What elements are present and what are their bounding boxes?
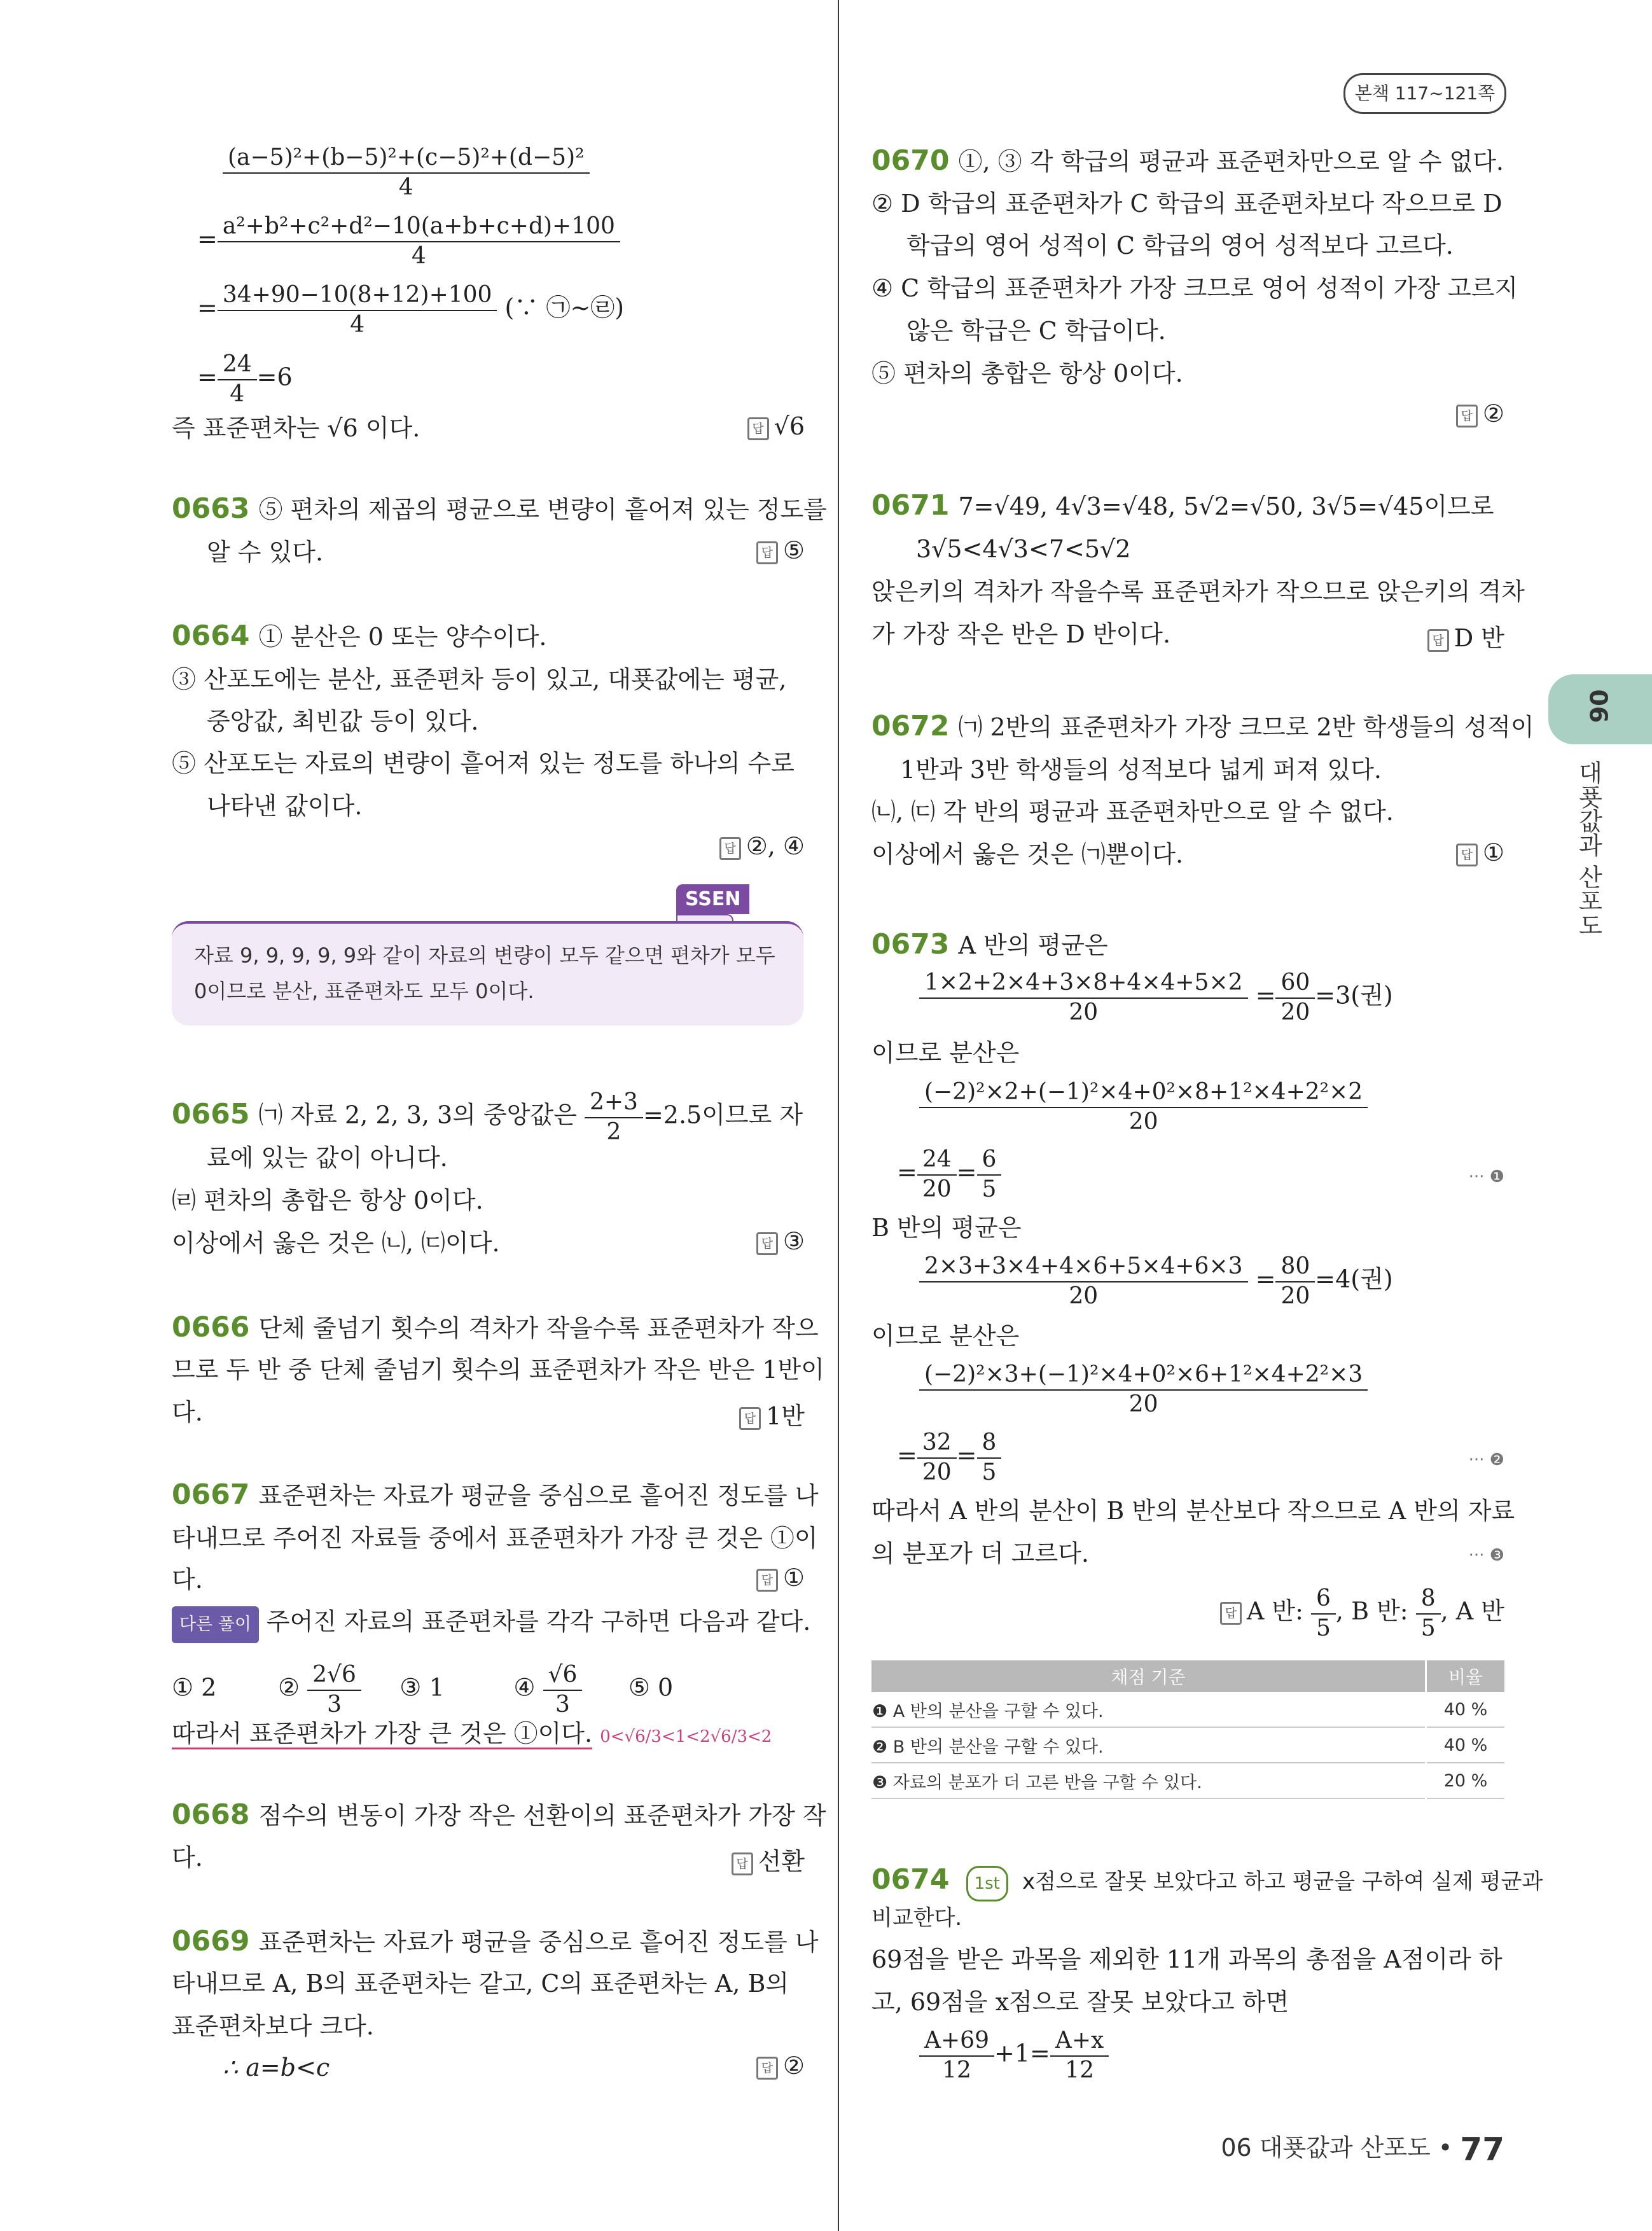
q0673-a-mean: $\frac{1\times 2+2\times 4+3\times 8+4\times 4+5\times 2}{20}$ = $\frac{60}{20}$ =3(권): [919, 968, 1393, 1027]
q0664-line2: ③ 산포도에는 분산, 표준편차 등이 있고, 대푯값에는 평균,: [172, 665, 787, 693]
column-divider: [838, 0, 839, 2231]
q0673-var1-label: 이므로 분산은: [871, 1039, 1020, 1067]
answer-0673: 답 A 반: $\frac{6}{5}$ , B 반: $\frac{8}{5}$ , A 반: [1220, 1584, 1504, 1643]
q0674-line3: 69점을 받은 과목을 제외한 11개 과목의 총점을 A점이라 하: [871, 1945, 1503, 1973]
page-reference-pill: 본책 117~121쪽: [1343, 73, 1506, 114]
answer-0670: 답 ②: [1456, 400, 1504, 427]
ssen-badge: SSEN: [676, 884, 805, 952]
grading-table: [871, 1660, 1504, 1799]
q0669-line1: 0669 표준편차는 자료가 평균을 중심으로 흩어진 정도를 나: [172, 1925, 819, 1957]
q0663-line1: 0663 ⑤ 편차의 제곱의 평균으로 변량이 흩어져 있는 정도를: [172, 492, 827, 525]
page-footer: 06 대푯값과 산포도 • 77: [1221, 2130, 1504, 2168]
calc-line1: $\frac{\text{(a−5)²+(b−5)²+(c−5)²+(d−5)²}}{4}$: [223, 143, 590, 202]
q0667-line1: 0667 표준편차는 자료가 평균을 중심으로 흩어진 정도를 나: [172, 1478, 819, 1511]
q0664-line4: ⑤ 산포도는 자료의 변량이 흩어져 있는 정도를 하나의 수로: [172, 749, 795, 777]
marker-2: ··· ❷: [1468, 1450, 1504, 1470]
q0674-line2: 비교한다.: [871, 1905, 962, 1931]
q0671-line2: 3√5<4√3<7<5√2: [916, 535, 1131, 563]
q0664-line1: 0664 ① 분산은 0 또는 양수이다.: [172, 620, 547, 652]
q0670-line3: 학급의 영어 성적이 C 학급의 영어 성적보다 고르다.: [906, 232, 1454, 260]
q0665-line1: 0665 ㈀ 자료 2, 2, 3, 3의 중앙값은 $\frac{2+3}{2}$ =2.5이므로 자: [172, 1089, 803, 1145]
calc-line3: = $\frac{34+90-10(8+12)+100}{4}$ (∵ ㉠~㉣): [197, 282, 625, 338]
table-row: ❶ A 반의 분산을 구할 수 있다. 40 %: [871, 1692, 1504, 1727]
q0668-line1: 0668 점수의 변동이 가장 작은 선환이의 표준편차가 가장 작: [172, 1798, 826, 1831]
q0663-line2: 알 수 있다.: [207, 538, 324, 566]
chapter-tab: 06: [1548, 674, 1652, 744]
q0673-line2: B 반의 평균은: [871, 1214, 1022, 1242]
q0672-line3: ㈁, ㈂ 각 반의 평균과 표준편차만으로 알 수 없다.: [871, 798, 1394, 826]
q0673-b-var: $\frac{\text{(−2)²×3+(−1)²×4+0²×6+1²×4+2²×3}}{20}$: [919, 1360, 1368, 1419]
grading-header-ratio: 비율: [1426, 1660, 1505, 1692]
chapter-tab-title: 대푯값과 산포도: [1574, 760, 1602, 938]
q0667-line3: 다.: [172, 1566, 203, 1594]
q0668-line2: 다.: [172, 1844, 203, 1872]
answer-calc: 답 √6: [747, 412, 805, 440]
q0670-line6: ⑤ 편차의 총합은 항상 0이다.: [871, 359, 1183, 387]
q0667-conclusion: 따라서 표준편차가 가장 큰 것은 ①이다. 0<√6/3<1<2√6/3<2: [172, 1718, 772, 1753]
q0669-line4: ∴ a=b<c: [223, 2054, 330, 2082]
answer-0663: 답 ⑤: [756, 536, 805, 564]
q0670-line2: ② D 학급의 표준편차가 C 학급의 표준편차보다 작으므로 D: [871, 190, 1503, 218]
answer-0671: 답 D 반: [1427, 618, 1504, 653]
q0670-line4: ④ C 학급의 표준편차가 가장 크므로 영어 성적이 가장 고르지: [871, 274, 1518, 302]
q0672-line4: 이상에서 옳은 것은 ㈀뿐이다.: [871, 840, 1184, 868]
q0665-line3: ㈃ 편차의 총합은 항상 0이다.: [172, 1186, 483, 1214]
q0673-line1: 0673 A 반의 평균은: [871, 928, 1108, 961]
grading-header-criteria: 채점 기준: [871, 1660, 1426, 1692]
q0673-a-var-result: = $\frac{24}{20}$ = $\frac{6}{5}$: [897, 1145, 1001, 1204]
answer-0665: 답 ③: [756, 1227, 805, 1255]
q0670-line1: 0670 ①, ③ 각 학급의 평균과 표준편차만으로 알 수 없다.: [871, 144, 1504, 177]
q0671-line3: 앉은키의 격차가 작을수록 표준편차가 작으므로 앉은키의 격차: [871, 578, 1525, 606]
calc-line2: = $\frac{\text{a²+b²+c²+d²−10(a+b+c+d)+100}}{4}$: [197, 212, 620, 270]
q0673-a-var: $\frac{\text{(−2)²×2+(−1)²×4+0²×8+1²×4+2²×2}}{20}$: [919, 1078, 1368, 1136]
calc-conclusion: 즉 표준편차는 √6 이다.: [172, 414, 420, 442]
q0666-line3: 다.: [172, 1398, 203, 1426]
q0669-line2: 타내므로 A, B의 표준편차는 같고, C의 표준편차는 A, B의: [172, 1970, 789, 1998]
q0665-line4: 이상에서 옳은 것은 ㈁, ㈂이다.: [172, 1229, 500, 1257]
q0673-var2-label: 이므로 분산은: [871, 1322, 1020, 1350]
q0672-line1: 0672 ㈀ 2반의 표준편차가 가장 크므로 2반 학생들의 성적이: [871, 710, 1534, 742]
q0673-b-mean: $\frac{2\times 3+3\times 4+4\times 6+5\times 4+6\times 3}{20}$ = $\frac{80}{20}$ =4(권): [919, 1252, 1393, 1310]
q0674-equation: $\frac{A+69}{12}$ +1= $\frac{A+x}{12}$: [919, 2026, 1109, 2085]
q0665-line2: 료에 있는 값이 아니다.: [207, 1144, 448, 1172]
answer-0672: 답 ①: [1456, 838, 1504, 866]
answer-0666: 답 1반: [739, 1396, 805, 1431]
q0667-alt: 다른 풀이 주어진 자료의 표준편차를 각각 구하면 다음과 같다.: [172, 1606, 810, 1643]
q0666-line2: 므로 두 반 중 단체 줄넘기 횟수의 표준편차가 작은 반은 1반이: [172, 1356, 824, 1384]
q0664-line3: 중앙값, 최빈값 등이 있다.: [207, 707, 479, 735]
q0664-line5: 나타낸 값이다.: [207, 792, 363, 820]
marker-3: ··· ❸: [1468, 1546, 1504, 1565]
q0674-line1: 0674 1st x점으로 잘못 보았다고 하고 평균을 구하여 실제 평균과: [871, 1864, 1543, 1901]
q0669-line3: 표준편차보다 크다.: [172, 2012, 374, 2040]
q0673-b-var-result: = $\frac{32}{20}$ = $\frac{8}{5}$: [897, 1428, 1001, 1487]
q0671-line4: 가 가장 작은 반은 D 반이다.: [871, 620, 1171, 648]
ssen-note-box: 자료 9, 9, 9, 9, 9와 같이 자료의 변량이 모두 같으면 편차가 모두 0이므로 분산, 표준편차도 모두 0이다.: [172, 921, 803, 1025]
answer-0667: 답 ①: [756, 1564, 805, 1592]
q0666-line1: 0666 단체 줄넘기 횟수의 격차가 작을수록 표준편차가 작으: [172, 1311, 819, 1344]
q0673-conclusion1: 따라서 A 반의 분산이 B 반의 분산보다 작으므로 A 반의 자료: [871, 1497, 1515, 1525]
calc-line4: = $\frac{24}{4}$ =6: [197, 351, 293, 407]
q0671-line1: 0671 7=√49, 4√3=√48, 5√2=√50, 3√5=√45이므로: [871, 489, 1494, 522]
answer-0664: 답 ②, ④: [719, 832, 805, 860]
answer-0668: 답 선환: [732, 1842, 805, 1877]
marker-1: ··· ❶: [1468, 1167, 1504, 1186]
q0670-line5: 않은 학급은 C 학급이다.: [906, 317, 1166, 345]
q0673-conclusion2: 의 분포가 더 고르다.: [871, 1539, 1089, 1567]
q0667-options: ① 2 ② $\frac{2√6}{3}$ ③ 1 ④ $\frac{√6}{3}$ ⑤ 0: [172, 1662, 674, 1718]
q0672-line2: 1반과 3반 학생들의 성적보다 넓게 퍼져 있다.: [900, 756, 1382, 784]
table-row: ❷ B 반의 분산을 구할 수 있다. 40 %: [871, 1727, 1504, 1763]
answer-0669: 답 ②: [756, 2052, 805, 2080]
q0674-line4: 고, 69점을 x점으로 잘못 보았다고 하면: [871, 1988, 1289, 2016]
table-row: ❸ 자료의 분포가 더 고른 반을 구할 수 있다. 20 %: [871, 1763, 1504, 1798]
q0667-line2: 타내므로 주어진 자료들 중에서 표준편차가 가장 큰 것은 ①이: [172, 1524, 818, 1552]
